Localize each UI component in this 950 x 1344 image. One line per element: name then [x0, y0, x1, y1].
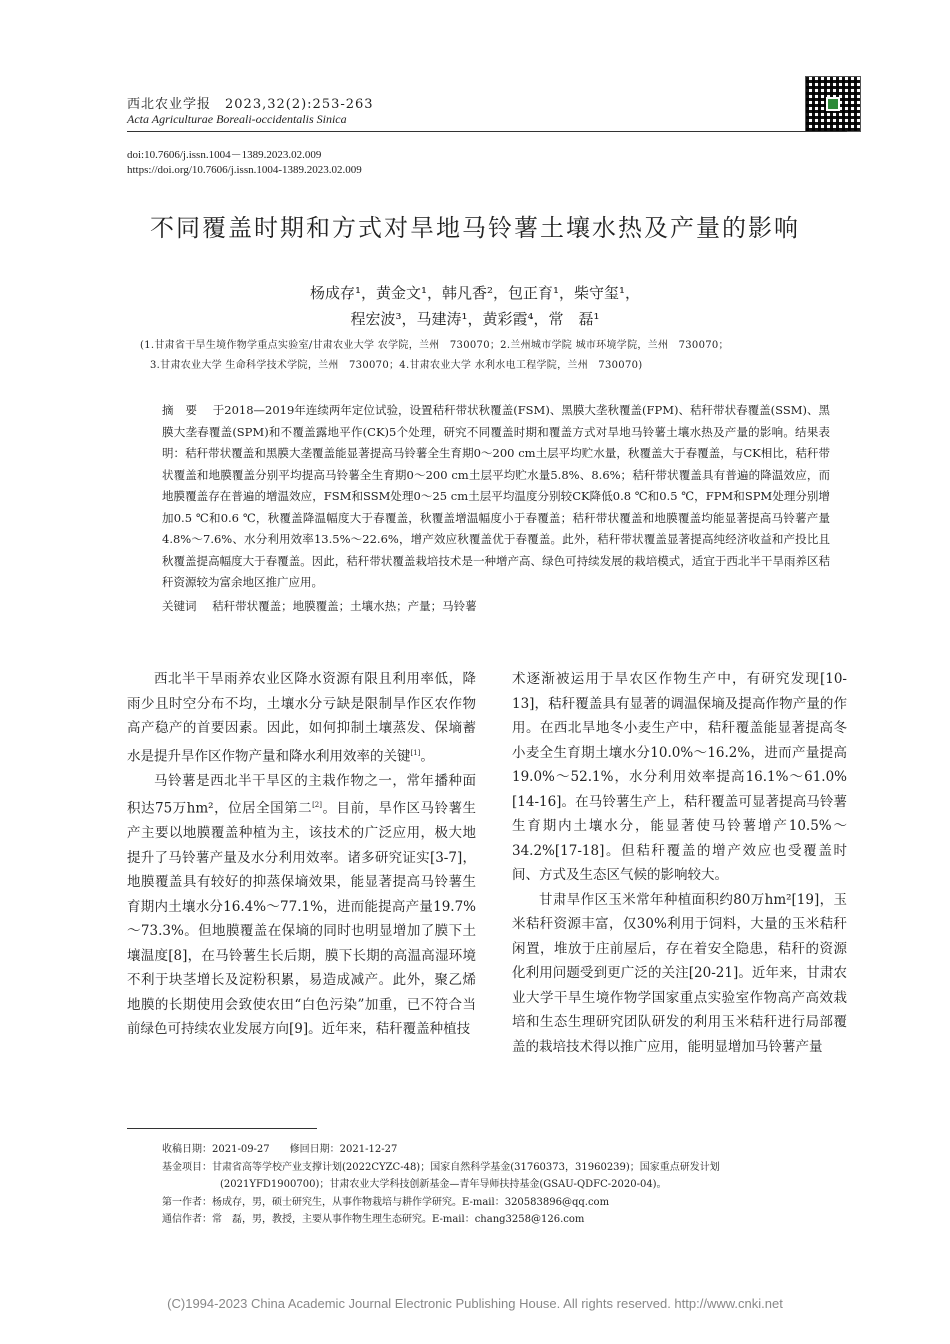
footnote-corresponding: 通信作者：常 磊，男，教授，主要从事作物生理生态研究。E-mail：chang3258@126.com: [162, 1214, 585, 1225]
footnote-fund-cont: (2021YFD1900700)；甘肃农业大学科技创新基金—青年导师扶持基金(GSAU-QDFC-2020-04)。: [220, 1179, 667, 1190]
paragraph: 术逐渐被运用于旱农区作物生产中，有研究发现[10-13]，秸秆覆盖具有显著的调温保墒及提高作物产量的作用。在西北旱地冬小麦生产中，秸秆覆盖能显著提高冬小麦全生育期土壤水分10.0%～16.2%，进而产量提高19.0%～52.1%，水分利用效率提高16.1%～61.0%[14-16]。在马铃薯生产上，秸秆覆盖可显著提高马铃薯生育期内土壤水分，能显著使马铃薯增产10.5%～34.2%[17-18]。但秸秆覆盖的增产效应也受覆盖时间、方式及生态区气候的影响较大。: [512, 671, 847, 883]
abstract-text: 于2018—2019年连续两年定位试验，设置秸秆带状秋覆盖(FSM)、黑膜大垄秋覆盖(FPM)、秸秆带状春覆盖(SSM)、黑膜大垄春覆盖(SPM)和不覆盖露地平作(CK)5个处理，研究不同覆盖时期和覆盖方式对旱地马铃薯土壤水热及产量的影响。结果表明：秸秆带状覆盖和黑膜大垄覆盖能显著提高马铃薯全生育期0～200 cm土层平均贮水量，秋覆盖大于春覆盖，与CK相比，秸秆带状覆盖和地膜覆盖分别平均提高马铃薯全生育期0～200 cm土层平均贮水量5.8%、8.6%；秸秆带状覆盖具有普遍的降温效应，而地膜覆盖存在普遍的增温效应，FSM和SSM处理0～25 cm土层平均温度分别较CK降低0.8 ℃和0.5 ℃，FPM和SPM处理分别增加0.5 ℃和0.6 ℃，秋覆盖降温幅度大于春覆盖，秋覆盖增温幅度小于春覆盖；秸秆带状覆盖和地膜覆盖均能显著提高马铃薯产量4.8%～7.6%、水分利用效率13.5%～22.6%，增产效应秋覆盖优于春覆盖。此外，秸秆带状覆盖显著提高纯经济收益和产投比且秋覆盖提高幅度大于春覆盖。因此，秸秆带状覆盖栽培技术是一种增产高、绿色可持续发展的栽培模式，适宜于西北半干旱雨养区秸秆资源较为富余地区推广应用。: [162, 403, 831, 589]
journal-name-en: Acta Agriculturae Boreali-occidentalis Sinica: [127, 112, 347, 126]
footnote-dates: 收稿日期：2021-09-27 修回日期：2021-12-27: [162, 1144, 398, 1155]
abstract: [162, 400, 830, 617]
paper-title: 不同覆盖时期和方式对旱地马铃薯土壤水热及产量的影响: [150, 214, 800, 242]
paragraph: 马铃薯是西北半干旱区的主栽作物之一，常年播种面积达75万hm²，位居全国第二[2]。目前，旱作区马铃薯生产主要以地膜覆盖种植为主，该技术的广泛应用，极大地提升了马铃薯产量及水分利用效率。诸多研究证实[3-7]，地膜覆盖具有较好的抑蒸保墒效果，能显著提高马铃薯生育期内土壤水分16.4%～77.1%，进而能提高产量19.7%～73.3%。但地膜覆盖在保墒的同时也明显增加了膜下土壤温度[8]，在马铃薯生长后期，膜下长期的高温高湿环境不利于块茎增长及淀粉积累，易造成减产。此外，聚乙烯地膜的长期使用会致使农田“白色污染”加重，已不符合当前绿色可持续农业发展方向[9]。近年来，秸秆覆盖种植技: [127, 772, 476, 1037]
header-divider: [127, 131, 847, 132]
keywords: 秸秆带状覆盖；地膜覆盖；土壤水热；产量；马铃薯: [212, 598, 477, 613]
affiliations-line-1: (1.甘肃省干旱生境作物学重点实验室/甘肃农业大学 农学院，兰州 730070；2.兰州城市学院 城市环境学院，兰州 730070；: [140, 340, 729, 351]
paragraph: 甘肃旱作区玉米常年种植面积约80万hm²[19]，玉米秸秆资源丰富，仅30%利用于饲料，大量的玉米秸秆闲置，堆放于庄前屋后，存在着安全隐患，秸秆的资源化利用问题受到更广泛的关注[20-21]。近年来，甘肃农业大学干旱生境作物学国家重点实验室作物高产高效栽培和生态生理研究团队研发的利用玉米秸秆进行局部覆盖的栽培技术得以推广应用，能明显增加马铃薯产量: [512, 891, 847, 1055]
affiliations-line-2: 3.甘肃农业大学 生命科学技术学院，兰州 730070；4.甘肃农业大学 水利水电工程学院，兰州 730070): [150, 360, 643, 371]
keywords-label: 关键词: [162, 598, 197, 613]
footnote-fund: 基金项目：甘肃省高等学校产业支撑计划(2022CYZC-48)；国家自然科学基金(31760373，31960239)；国家重点研发计划: [162, 1162, 720, 1173]
footnote-first-author: 第一作者：杨成存，男，硕士研究生，从事作物栽培与耕作学研究。E-mail：320583896@qq.com: [162, 1197, 610, 1208]
doi: doi:10.7606/j.issn.1004－1389.2023.02.009: [127, 149, 322, 161]
body-left-column: [127, 667, 476, 1042]
authors-line-2: 程宏波³，马建涛¹，黄彩霞⁴，常 磊¹: [350, 310, 600, 328]
authors-line-1: 杨成存¹，黄金文¹，韩凡香²，包正育¹，柴守玺¹，: [309, 284, 641, 302]
footnote-divider: [127, 1128, 317, 1129]
paragraph: 西北半干旱雨养农业区降水资源有限且利用率低，降雨少且时空分布不均，土壤水分亏缺是限制旱作区农作物高产稳产的首要因素。因此，如何抑制土壤蒸发、保墒蓄水是提升旱作区作物产量和降水利用效率的关键[1]。: [127, 671, 476, 764]
doi-link[interactable]: https://doi.org/10.7606/j.issn.1004-1389.2023.02.009: [127, 164, 362, 176]
journal-name-cn: 西北农业学报 2023,32(2):253-263: [127, 97, 374, 112]
abstract-label: 摘要: [162, 403, 210, 417]
qr-logo-icon: [826, 97, 840, 111]
body-right-column: [512, 667, 847, 1059]
copyright: (C)1994-2023 China Academic Journal Electronic Publishing House. All rights reserved. http://www.cnki.net: [167, 1296, 783, 1311]
